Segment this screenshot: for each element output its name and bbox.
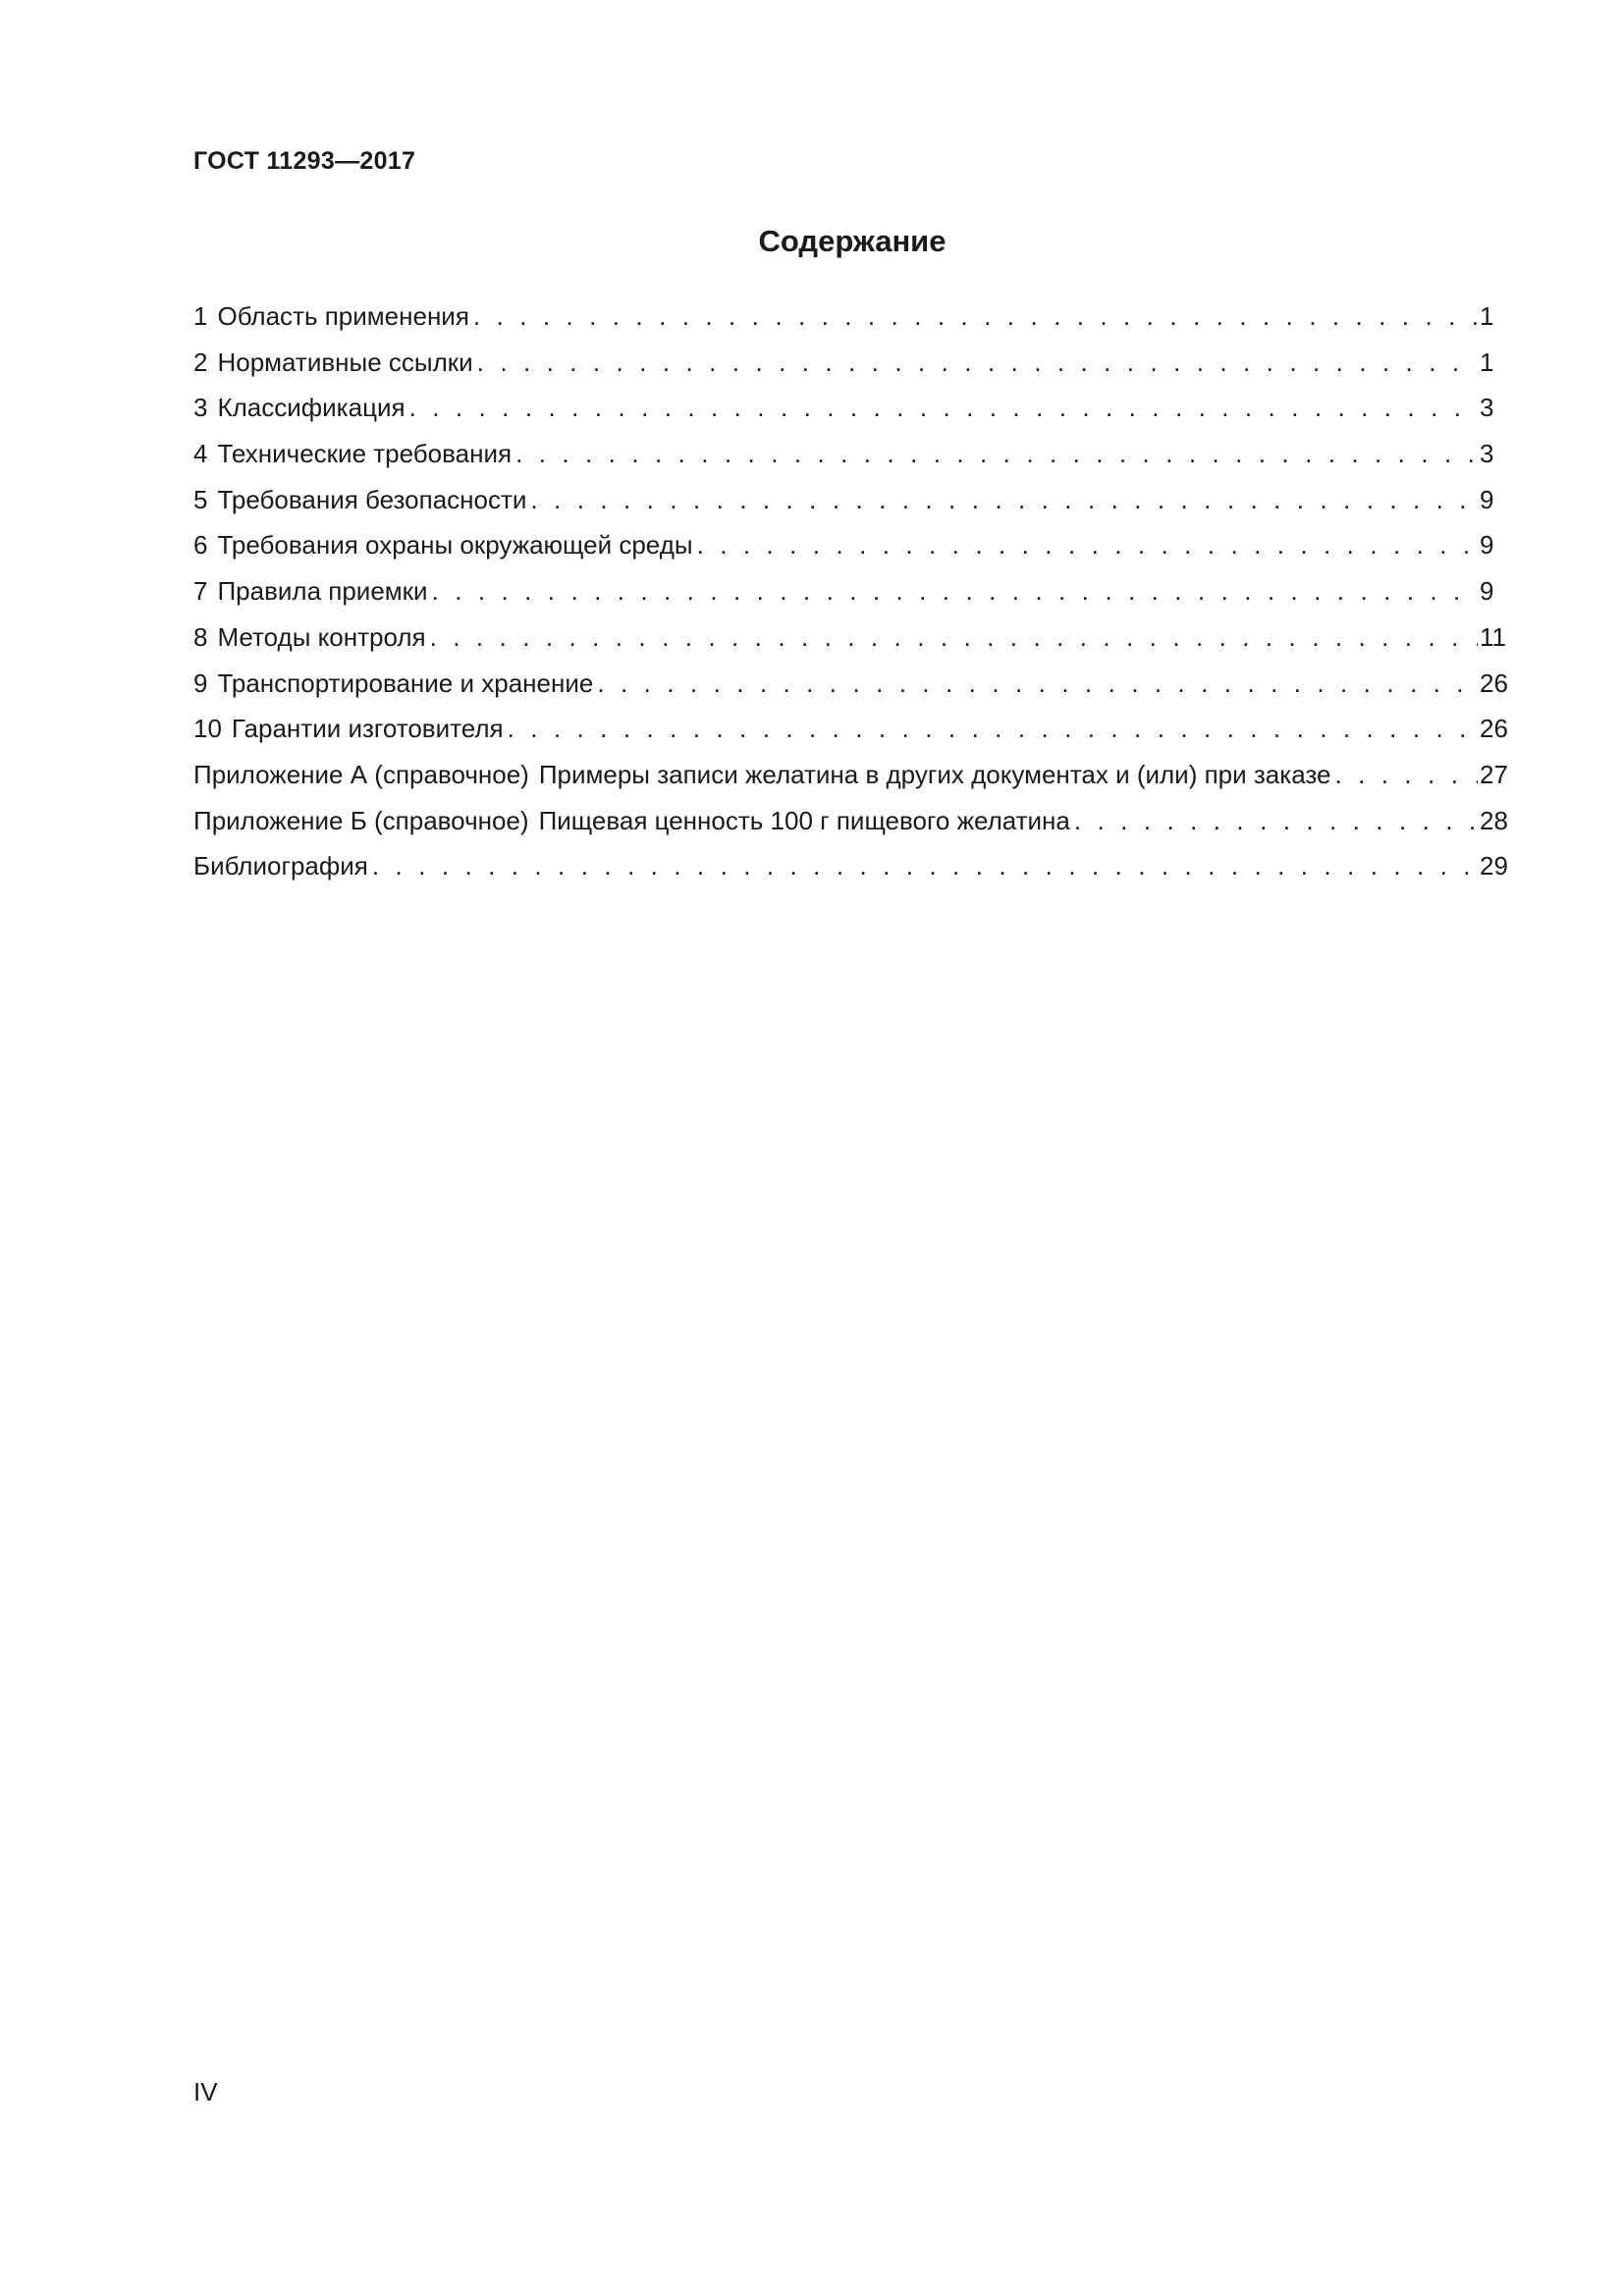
- toc-entry-page: 26: [1480, 667, 1508, 698]
- toc-entry-title: Требования охраны окружающей среды: [217, 530, 693, 561]
- toc-entry-1[interactable]: [193, 300, 1511, 347]
- toc-entry-10[interactable]: [193, 713, 1511, 759]
- toc-entry-page: 9: [1480, 530, 1494, 561]
- toc-entry-7[interactable]: [193, 575, 1511, 621]
- page-number: IV: [193, 2077, 218, 2107]
- toc-entry-number: 10: [193, 714, 222, 744]
- standard-code: ГОСТ 11293—2017: [193, 147, 416, 175]
- table-of-contents: [193, 300, 1511, 896]
- toc-entry-number: 6: [193, 530, 208, 561]
- toc-dot-leader: [597, 667, 1478, 699]
- toc-entry-5[interactable]: [193, 484, 1511, 530]
- toc-entry-title: Пищевая ценность 100 г пищевого желатина: [538, 805, 1070, 835]
- toc-entry-title: Нормативные ссылки: [217, 347, 473, 377]
- toc-dot-leader: [515, 438, 1478, 469]
- toc-entry-9[interactable]: [193, 667, 1511, 714]
- toc-entry-title: Гарантии изготовителя: [231, 714, 504, 744]
- toc-entry-page: 11: [1480, 621, 1506, 652]
- toc-entry-number: 8: [193, 621, 208, 652]
- toc-dot-leader: [473, 300, 1478, 332]
- toc-dot-leader: [508, 713, 1478, 744]
- toc-entry-title: Классификация: [217, 393, 406, 423]
- toc-entry-2[interactable]: [193, 347, 1511, 393]
- toc-dot-leader: [1074, 805, 1478, 836]
- toc-entry-page: 3: [1480, 393, 1494, 423]
- toc-entry-page: 9: [1480, 484, 1494, 514]
- toc-entry-number: 9: [193, 667, 208, 698]
- toc-entry-4[interactable]: [193, 438, 1511, 484]
- toc-dot-leader: [432, 575, 1478, 607]
- toc-entry-page: 27: [1480, 759, 1508, 789]
- toc-entry-title: Технические требования: [217, 439, 513, 469]
- toc-title: Содержание: [758, 224, 947, 258]
- toc-entry-page: 29: [1480, 851, 1508, 881]
- toc-entry-3[interactable]: [193, 392, 1511, 438]
- toc-entry-page: 1: [1480, 301, 1494, 331]
- toc-dot-leader: [530, 484, 1478, 515]
- toc-entry-title: Примеры записи желатина в других документах и (или) при заказе: [538, 759, 1331, 789]
- toc-entry-appendix-b[interactable]: [193, 805, 1511, 851]
- toc-entry-8[interactable]: [193, 621, 1511, 667]
- toc-entry-title: Библиография: [193, 851, 368, 881]
- toc-entry-title: Методы контроля: [217, 621, 426, 652]
- toc-dot-leader: [430, 621, 1478, 653]
- toc-entry-page: 1: [1480, 347, 1494, 377]
- toc-entry-title: Требования безопасности: [217, 484, 527, 514]
- toc-dot-leader: [409, 392, 1478, 423]
- toc-dot-leader: [372, 850, 1478, 881]
- toc-dot-leader: [697, 529, 1478, 561]
- toc-entry-page: 3: [1480, 439, 1494, 469]
- toc-entry-6[interactable]: [193, 529, 1511, 575]
- toc-entry-number: Приложение А (справочное): [193, 759, 529, 789]
- toc-entry-page: 28: [1480, 805, 1508, 835]
- toc-entry-page: 26: [1480, 714, 1508, 744]
- toc-entry-title: Транспортирование и хранение: [217, 667, 594, 698]
- toc-entry-number: 4: [193, 439, 208, 469]
- toc-entry-number: Приложение Б (справочное): [193, 805, 529, 835]
- toc-entry-number: 1: [193, 301, 208, 331]
- toc-entry-title: Область применения: [217, 301, 469, 331]
- toc-entry-number: 5: [193, 484, 208, 514]
- toc-entry-title: Правила приемки: [217, 576, 428, 607]
- toc-entry-number: 7: [193, 576, 208, 607]
- toc-entry-number: 2: [193, 347, 208, 377]
- toc-dot-leader: [477, 347, 1478, 378]
- toc-entry-number: 3: [193, 393, 208, 423]
- toc-entry-appendix-a[interactable]: [193, 759, 1511, 805]
- toc-entry-page: 9: [1480, 576, 1494, 607]
- toc-entry-bibliography[interactable]: [193, 850, 1511, 896]
- toc-dot-leader: [1334, 759, 1478, 790]
